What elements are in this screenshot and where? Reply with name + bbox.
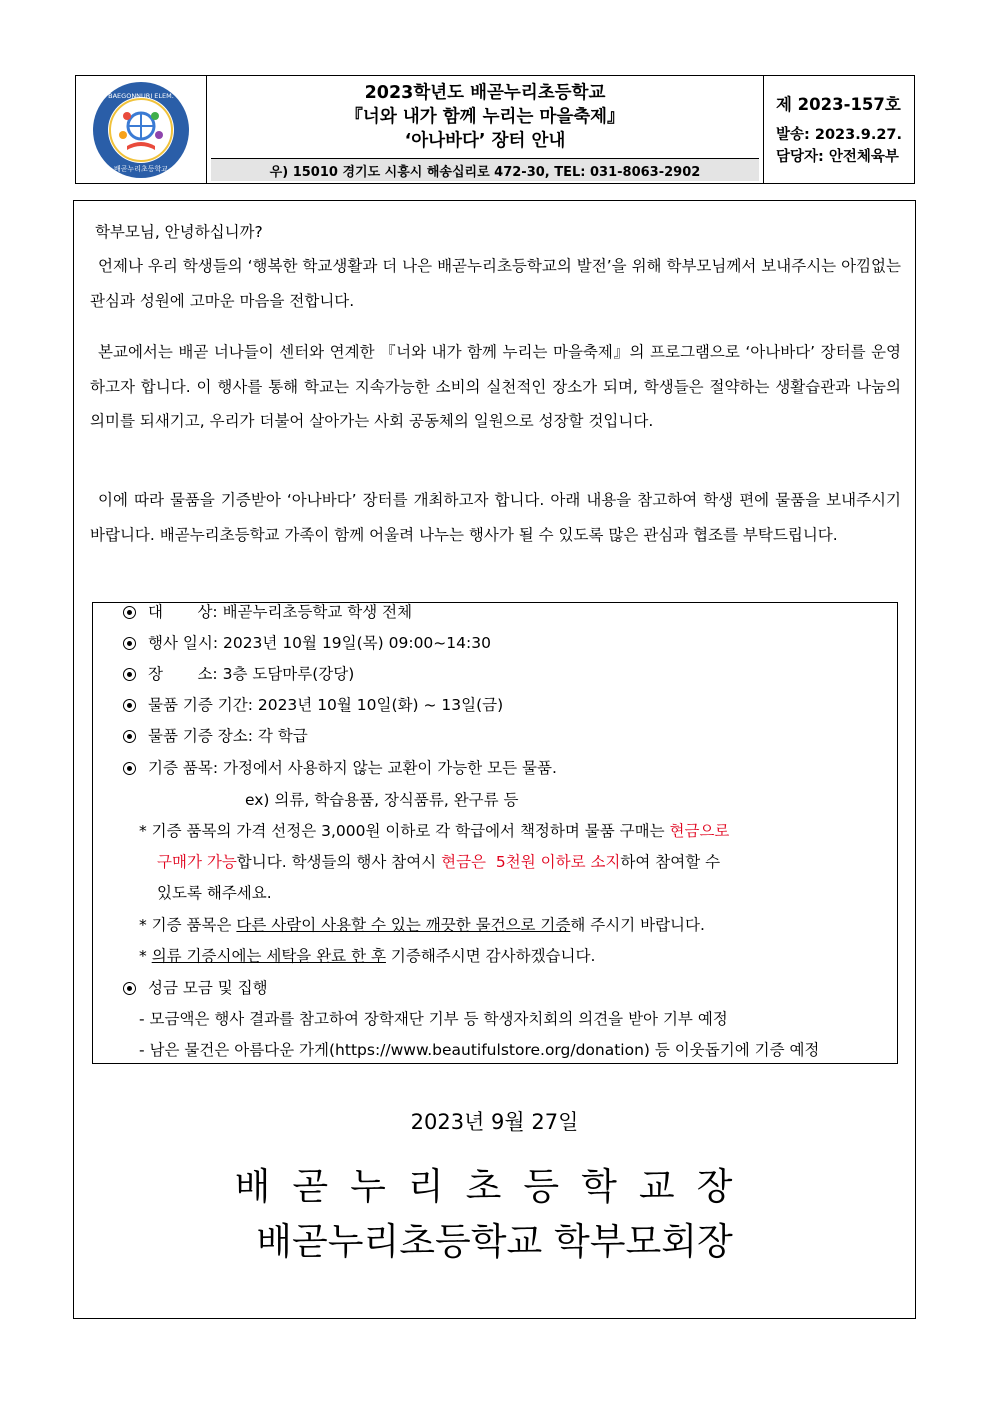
paragraph-3: 이에 따라 물품을 기증받아 ‘아나바다’ 장터를 개최하고자 합니다. 아래 내용을 참고하여 학생 편에 물품을 보내주시기 바랍니다. 배곧누리초등학교 가족이 함께 어울려 나누는 행사가 될 수 있도록 많은 관심과 협조를 부탁드립니다.	[90, 491, 901, 544]
event-details-box	[92, 602, 898, 1064]
svg-text:배곧누리초등학교: 배곧누리초등학교	[113, 164, 169, 173]
funds-donation: - 모금액은 행사 결과를 참고하여 장학재단 기부 등 학생자치회의 의견을 받아 기부 예정	[139, 1010, 728, 1028]
header-title-block	[207, 76, 764, 183]
department: 담당자: 안전체육부	[776, 149, 899, 165]
note-price-cont: 구매가 가능합니다. 학생들의 행사 참여시 현금은 5천원 이하로 소지하여 참여할 수	[157, 853, 721, 871]
detail-event-date: 행사 일시: 2023년 10월 19일(목) 09:00~14:30	[123, 628, 491, 659]
svg-text:BAEGONNURI ELEM.: BAEGONNURI ELEM.	[108, 91, 174, 100]
closing-date: 2023년 9월 27일	[410, 1110, 579, 1134]
greeting-text: 학부모님, 안녕하십니까?	[94, 223, 263, 241]
detail-target: 대 상: 배곧누리초등학교 학생 전체	[123, 597, 412, 628]
detail-place: 장 소: 3층 도담마루(강당)	[123, 659, 354, 690]
bullet-icon	[123, 762, 136, 775]
document-header	[75, 75, 915, 184]
letter-body	[73, 200, 916, 1319]
bullet-icon	[123, 606, 136, 619]
note-clean-items: * 기증 품목은 다른 사람이 사용할 수 있는 깨끗한 물건으로 기증해 주시기 바랍니다.	[139, 916, 705, 934]
items-example: ex) 의류, 학습용품, 장식품류, 완구류 등	[245, 791, 519, 809]
principal-signature: 배곧누리초등학교장	[234, 1165, 755, 1208]
funds-leftover: - 남은 물건은 아름다운 가게(https://www.beautifulstore.org/donation) 등 이웃돕기에 기증 예정	[139, 1041, 820, 1059]
greeting	[90, 215, 901, 250]
paragraph-2: 본교에서는 배곧 너나들이 센터와 연계한 『너와 내가 함께 누리는 마을축제』의 프로그램으로 ‘아나바다’ 장터를 운영하고자 합니다. 이 행사를 통해 학교는 지속가능한 소비의 실천적인 장소가 되며, 학생들은 절약하는 생활습관과 나눔의 의미를 되새기고, 우리가 더불어 살아가는 사회 공동체의 일원으로 성장할 것입니다.	[90, 343, 901, 430]
note-laundry: * 의류 기증시에는 세탁을 완료 한 후 기증해주시면 감사하겠습니다.	[139, 947, 596, 965]
detail-funds: 성금 모금 및 집행	[123, 973, 268, 1004]
sent-date: 발송: 2023.9.27.	[776, 127, 903, 143]
festival-title: 『너와 내가 함께 누리는 마을축제』	[345, 107, 625, 127]
note-price: * 기증 품목의 가격 선정은 3,000원 이하로 각 학급에서 책정하며 물품 구매는 현금으로	[139, 822, 730, 840]
detail-donation-items: 기증 품목: 가정에서 사용하지 않는 교환이 가능한 모든 물품.	[123, 753, 557, 784]
bullet-icon	[123, 730, 136, 743]
document-number: 제 2023-157호	[776, 95, 901, 114]
paragraph-1: 언제나 우리 학생들의 ‘행복한 학교생활과 더 나은 배곧누리초등학교의 발전’을 위해 학부모님께서 보내주시는 아낌없는 관심과 성원에 고마운 마음을 전합니다.	[90, 257, 901, 310]
school-emblem-icon	[91, 80, 191, 180]
note-price-end: 있도록 해주세요.	[157, 884, 272, 902]
school-logo	[76, 76, 207, 183]
bullet-icon	[123, 699, 136, 712]
school-year-title: 2023학년도 배곧누리초등학교	[364, 83, 606, 103]
bullet-icon	[123, 668, 136, 681]
detail-donation-place: 물품 기증 장소: 각 학급	[123, 721, 308, 752]
school-address: 우) 15010 경기도 시흥시 해송십리로 472-30, TEL: 031-8063-2902	[211, 158, 759, 181]
event-title: ‘아나바다’ 장터 안내	[404, 131, 566, 151]
parents-president-signature: 배곧누리초등학교 학부모회장	[256, 1220, 733, 1263]
document-info	[764, 76, 914, 183]
bullet-icon	[123, 637, 136, 650]
bullet-icon	[123, 982, 136, 995]
detail-donation-period: 물품 기증 기간: 2023년 10월 10일(화) ~ 13일(금)	[123, 690, 503, 721]
